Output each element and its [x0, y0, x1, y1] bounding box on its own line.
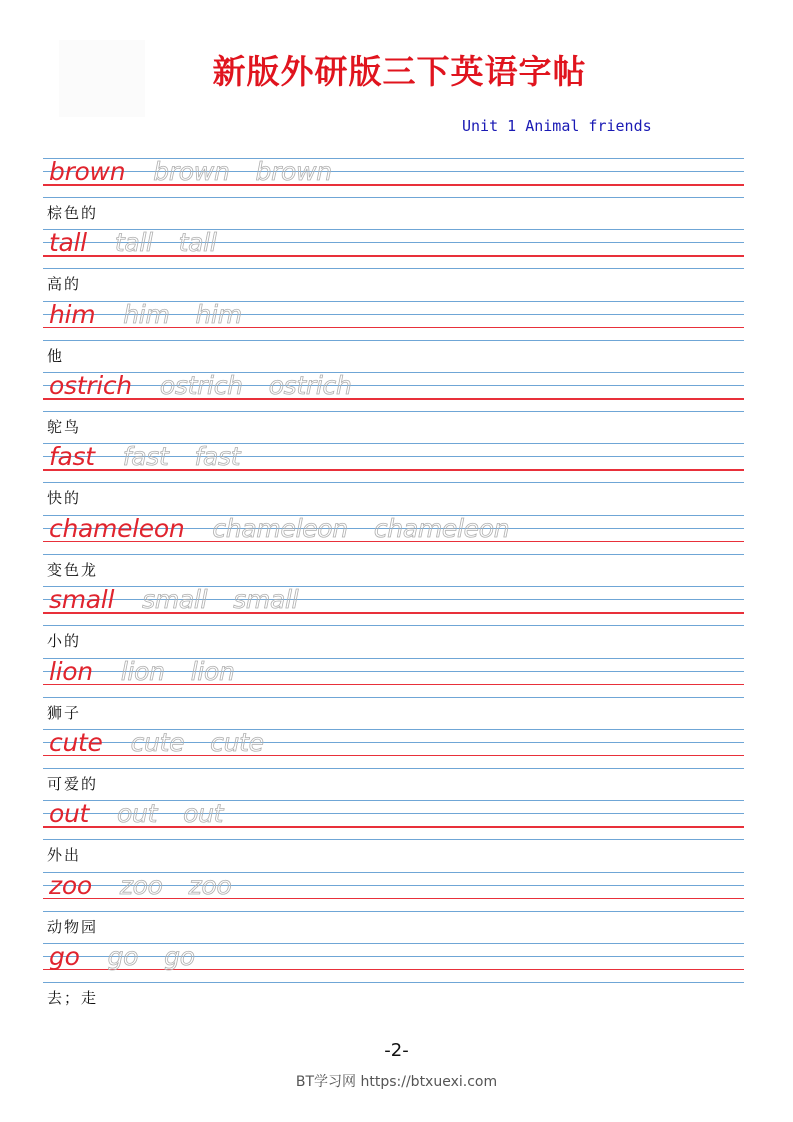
- guide-rule: [43, 697, 744, 698]
- word-line: [49, 299, 268, 329]
- page-title: 新版外研版三下英语字帖: [212, 52, 587, 91]
- trace-word: him: [195, 299, 242, 329]
- chinese-meaning: 变色龙: [47, 560, 99, 579]
- page-number: -2-: [384, 1040, 409, 1061]
- chinese-meaning: 棕色的: [47, 204, 99, 222]
- chinese-meaning: 小的: [47, 632, 82, 651]
- trace-word: chameleon: [212, 513, 348, 543]
- chinese-meaning: 他: [47, 346, 65, 365]
- chinese-meaning: 鸵鸟: [47, 418, 82, 437]
- model-word: fast: [49, 442, 95, 472]
- guide-rule: [43, 982, 744, 983]
- guide-rule: [43, 839, 744, 840]
- guide-rule: [43, 197, 744, 198]
- word-row: [43, 800, 744, 871]
- model-word: tall: [49, 228, 87, 258]
- word-line: [49, 870, 257, 900]
- model-word: lion: [49, 656, 93, 686]
- trace-word: brown: [153, 157, 230, 186]
- trace-word: lion: [120, 656, 165, 686]
- word-line: [49, 373, 378, 399]
- word-row: [43, 586, 744, 657]
- word-line: [49, 801, 249, 827]
- trace-word: chameleon: [373, 513, 510, 543]
- chinese-meaning: 可爱的: [47, 774, 99, 793]
- word-line: [49, 444, 266, 470]
- trace-word: cute: [210, 727, 264, 757]
- model-word: small: [49, 585, 115, 615]
- word-line: [49, 513, 535, 543]
- chinese-meaning: 狮子: [47, 703, 82, 722]
- trace-word: small: [233, 585, 299, 615]
- trace-word: fast: [194, 442, 241, 472]
- trace-word: go: [164, 941, 195, 971]
- model-word: ostrich: [49, 371, 132, 401]
- word-line: [49, 656, 261, 686]
- chinese-meaning: 外出: [47, 846, 82, 865]
- model-word: him: [49, 299, 96, 329]
- trace-word: out: [117, 799, 158, 829]
- trace-word: cute: [130, 727, 185, 757]
- model-word: brown: [49, 157, 126, 186]
- guide-rule: [43, 911, 744, 912]
- guide-rule: [43, 268, 744, 269]
- trace-word: brown: [255, 157, 332, 186]
- trace-word: small: [142, 585, 208, 615]
- word-line: [49, 159, 358, 185]
- footer-source: BT学习网 https://btxuexi.com: [295, 1074, 498, 1090]
- guide-rule: [43, 482, 744, 483]
- word-row: [43, 872, 744, 943]
- trace-word: tall: [114, 228, 153, 258]
- chinese-meaning: 去；走: [47, 988, 99, 1007]
- trace-word: him: [123, 299, 170, 329]
- trace-word: tall: [178, 228, 217, 258]
- trace-word: zoo: [188, 870, 232, 900]
- model-word: cute: [49, 727, 103, 757]
- word-line: [49, 230, 242, 256]
- chinese-meaning: 高的: [47, 275, 82, 294]
- word-row: [43, 658, 744, 729]
- guide-rule: [43, 411, 744, 412]
- trace-word: out: [183, 799, 224, 829]
- word-row: [43, 372, 744, 443]
- word-row: [43, 443, 744, 514]
- word-row: [43, 229, 744, 300]
- word-row: [43, 729, 744, 800]
- word-row: [43, 943, 744, 1014]
- word-row: [43, 158, 744, 229]
- model-word: go: [49, 941, 80, 971]
- word-line: [49, 727, 290, 757]
- trace-word: go: [107, 941, 139, 971]
- chinese-meaning: 快的: [47, 489, 82, 508]
- guide-rule: [43, 340, 744, 341]
- trace-word: ostrich: [159, 371, 243, 401]
- word-line: [49, 941, 221, 971]
- word-row: [43, 515, 744, 586]
- chinese-meaning: 动物园: [47, 917, 99, 936]
- model-word: out: [49, 799, 90, 829]
- trace-word: fast: [122, 442, 169, 472]
- model-word: zoo: [49, 870, 92, 900]
- trace-word: lion: [190, 656, 235, 686]
- guide-rule: [43, 768, 744, 769]
- trace-word: ostrich: [268, 371, 352, 401]
- unit-subtitle: Unit 1 Animal friends: [462, 117, 652, 135]
- model-word: chameleon: [49, 513, 185, 543]
- guide-rule: [43, 554, 744, 555]
- trace-word: zoo: [119, 870, 163, 900]
- guide-rule: [43, 625, 744, 626]
- word-row: [43, 301, 744, 372]
- word-line: [49, 587, 324, 613]
